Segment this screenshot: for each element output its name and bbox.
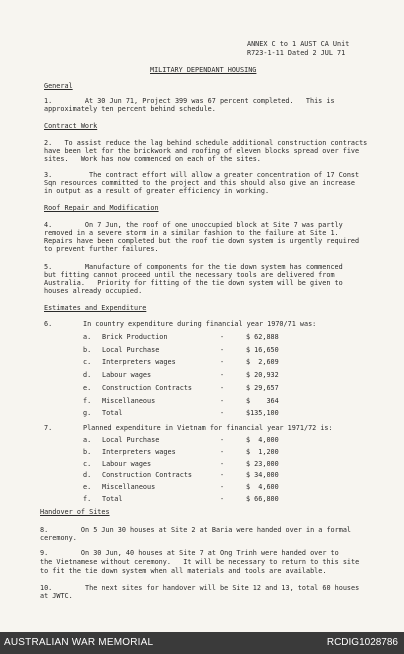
para-6-intro: In country expenditure during financial year 1970/71 was: bbox=[83, 320, 317, 328]
item-label: Brick Production bbox=[102, 333, 168, 341]
para-6-number: 6. bbox=[44, 320, 53, 328]
item-letter: a. bbox=[83, 333, 92, 341]
item-dash: - bbox=[220, 459, 225, 468]
item-dash: - bbox=[220, 483, 225, 492]
item-label: Miscellaneous bbox=[102, 483, 156, 492]
archive-name: AUSTRALIAN WAR MEMORIAL bbox=[4, 637, 154, 648]
para-9-line-3: to fit the tie down system when all materials and tools are available. bbox=[40, 567, 327, 575]
item-label: Local Purchase bbox=[102, 436, 160, 444]
item-amount: $ 23,000 bbox=[246, 459, 279, 468]
annex-line: ANNEX C to 1 AUST CA Unit bbox=[247, 40, 350, 48]
item-letter: e. bbox=[83, 383, 92, 392]
item-letter: f. bbox=[83, 495, 92, 503]
para-3-line-1: 3. The contract effort will allow a greater concentration of 17 Const bbox=[44, 171, 360, 179]
item-letter: d. bbox=[83, 371, 92, 380]
para-5-line-1: 5. Manufacture of components for the tie down system has commenced bbox=[44, 263, 343, 271]
item-dash: - bbox=[220, 371, 225, 380]
item-dash: - bbox=[220, 345, 225, 354]
para-1-line-1: 1. At 30 Jun 71, Project 399 was 67 percent completed. This is bbox=[44, 97, 335, 105]
item-amount: $ 29,657 bbox=[246, 383, 279, 392]
item-dash: - bbox=[220, 471, 225, 480]
item-label: Labour wages bbox=[102, 371, 152, 380]
para-8-line-1: 8. On 5 Jun 30 houses at Site 2 at Baria were handed over in a formal bbox=[40, 526, 351, 534]
section-heading-contract: Contract Work bbox=[44, 122, 98, 130]
item-amount: $ 34,000 bbox=[246, 471, 279, 480]
item-label: Total bbox=[102, 495, 123, 503]
item-amount: $ 4,600 bbox=[246, 483, 279, 492]
para-4-line-4: to prevent further failures. bbox=[44, 245, 159, 253]
item-dash: - bbox=[220, 447, 225, 456]
para-5-line-4: houses already occupied. bbox=[44, 287, 143, 295]
item-amount: $135,100 bbox=[246, 409, 279, 418]
para-2-line-1: 2. To assist reduce the lag behind schedule additional construction contracts bbox=[44, 139, 368, 147]
item-letter: c. bbox=[83, 459, 92, 468]
item-dash: - bbox=[220, 358, 225, 367]
item-letter: e. bbox=[83, 483, 92, 492]
item-label: Labour wages bbox=[102, 459, 152, 468]
item-letter: f. bbox=[83, 396, 92, 405]
item-dash: - bbox=[220, 436, 225, 444]
item-letter: d. bbox=[83, 471, 92, 480]
para-10-line-1: 10. The next sites for handover will be Site 12 and 13, total 60 houses bbox=[40, 584, 360, 592]
item-label: Local Purchase bbox=[102, 345, 160, 354]
para-2-line-2: have been let for the brickwork and roofing of eleven blocks spread over five bbox=[44, 147, 360, 155]
item-letter: b. bbox=[83, 447, 92, 456]
section-heading-estimates: Estimates and Expenditure bbox=[44, 304, 147, 312]
item-label: Interpreters wages bbox=[102, 358, 176, 367]
reference-line: R723-1-11 Dated 2 JUL 71 bbox=[247, 49, 346, 57]
item-letter: g. bbox=[83, 409, 92, 418]
item-label: Miscellaneous bbox=[102, 396, 156, 405]
item-amount: $ 364 bbox=[246, 396, 279, 405]
item-letter: b. bbox=[83, 345, 92, 354]
item-label: Total bbox=[102, 409, 123, 418]
item-amount: $ 66,800 bbox=[246, 495, 279, 503]
item-label: Construction Contracts bbox=[102, 471, 193, 480]
item-dash: - bbox=[220, 495, 225, 503]
para-1-line-2: approximately ten percent behind schedule. bbox=[44, 105, 216, 113]
item-amount: $ 4,000 bbox=[246, 436, 279, 444]
item-dash: - bbox=[220, 396, 225, 405]
item-amount: $ 2,609 bbox=[246, 358, 279, 367]
item-amount: $ 1,200 bbox=[246, 447, 279, 456]
para-4-line-2: removed in a severe storm in a similar fashion to the failure at Site 1. bbox=[44, 229, 339, 237]
para-9-line-2: the Vietnamese without ceremony. It will be necessary to return to this site bbox=[40, 558, 360, 566]
section-heading-roof: Roof Repair and Modification bbox=[44, 204, 159, 212]
para-4-line-1: 4. On 7 Jun, the roof of one unoccupied block at Site 7 was partly bbox=[44, 221, 343, 229]
para-10-line-2: at JWTC. bbox=[40, 592, 73, 600]
para-5-line-3: Australia. Priority for fitting of the tie down system will be given to bbox=[44, 279, 343, 287]
item-letter: c. bbox=[83, 358, 92, 367]
para-2-line-3: sites. Work has now commenced on each of the sites. bbox=[44, 155, 261, 163]
item-amount: $ 16,650 bbox=[246, 345, 279, 354]
item-label: Construction Contracts bbox=[102, 383, 193, 392]
para-8-line-2: ceremony. bbox=[40, 534, 77, 542]
item-amount: $ 20,932 bbox=[246, 371, 279, 380]
item-dash: - bbox=[220, 409, 225, 418]
archive-footer-bar bbox=[0, 632, 404, 654]
section-heading-general: General bbox=[44, 82, 73, 90]
para-9-line-1: 9. On 30 Jun, 40 houses at Site 7 at Ong Trinh were handed over to bbox=[40, 549, 339, 557]
para-3-line-2: Sqn resources committed to the project and this should also give an increase bbox=[44, 179, 355, 187]
para-4-line-3: Repairs have been completed but the roof tie down system is urgently required bbox=[44, 237, 360, 245]
item-letter: a. bbox=[83, 436, 92, 444]
item-dash: - bbox=[220, 383, 225, 392]
para-3-line-3: in output as a result of greater efficiency in working. bbox=[44, 187, 270, 195]
item-label: Interpreters wages bbox=[102, 447, 176, 456]
page-title: MILITARY DEPENDANT HOUSING bbox=[150, 66, 257, 74]
para-5-line-2: but fitting cannot proceed until the necessary tools are delivered from bbox=[44, 271, 335, 279]
para-7-number: 7. bbox=[44, 424, 53, 432]
item-dash: - bbox=[220, 333, 225, 341]
section-heading-handover: Handover of Sites bbox=[40, 508, 110, 516]
para-7-intro: Planned expenditure in Vietnam for financial year 1971/72 is: bbox=[83, 424, 333, 432]
record-id: RCDIG1028786 bbox=[326, 637, 398, 648]
item-amount: $ 62,888 bbox=[246, 333, 279, 341]
